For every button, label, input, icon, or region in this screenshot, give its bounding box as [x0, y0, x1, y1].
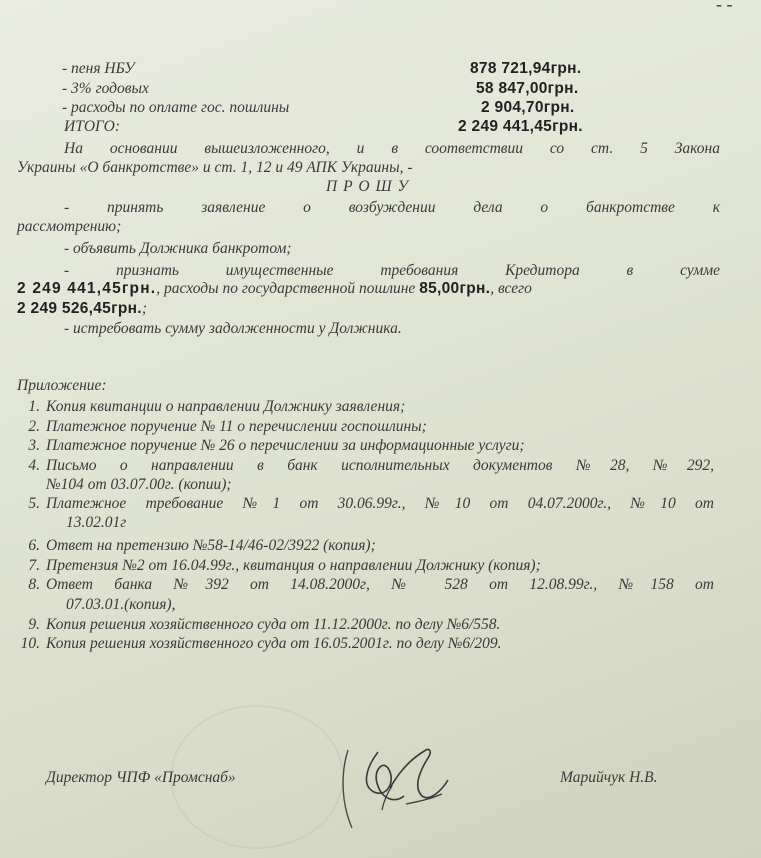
charge-amount-duty: 2 904,70грн.	[481, 99, 575, 116]
charge-label-annual: - 3% годовых	[62, 80, 149, 97]
appendix-text: Письмо о направлении в банк исполнительных документов №28, №292,	[46, 457, 714, 474]
appendix-number: 5.	[28, 495, 40, 512]
charge-label-nbu: - пеня НБУ	[62, 60, 135, 77]
appendix-number: 2.	[28, 418, 40, 435]
appendix-item-4-cont: №104 от 03.07.00г. (копии);	[46, 476, 232, 493]
charge-amount-annual: 58 847,00грн.	[476, 80, 579, 97]
request-1-line-2: рассмотрению;	[17, 218, 122, 235]
request-3-line-3	[17, 300, 147, 318]
appendix-text: Платежное требование №1 от 30.06.99г., №10 от 04.07.2000г., №10 от	[46, 495, 714, 512]
request-3-line-1: - признать имущественные требования Кредитора в сумме	[64, 262, 720, 279]
request-3-end: , всего	[490, 280, 532, 297]
appendix-text: Копия решения хозяйственного суда от 11.12.2000г. по делу №6/558.	[46, 616, 501, 633]
appendix-text: Претензия №2 от 16.04.99г., квитанция о направлении Должнику (копия);	[46, 557, 541, 574]
appendix-item-7	[10, 557, 541, 575]
basis-line-2: Украины «О банкротстве» и ст. 1, 12 и 49 АПК Украины, -	[17, 159, 413, 176]
appendix-text: Ответ на претензию №58-14/46-02/3922 (копия);	[46, 537, 376, 554]
request-3-amount-1: 2 249 441,45грн.	[17, 280, 157, 297]
appendix-item-5-cont: 13.02.01г	[66, 514, 127, 531]
appendix-title: Приложение:	[17, 377, 107, 394]
appendix-text: Ответ банка №392 от 14.08.2000г, № 528 от 12.08.99г., №158 от	[46, 576, 714, 593]
request-3-amount-2: 85,00грн.	[419, 280, 491, 297]
request-3-tail: ;	[141, 300, 148, 317]
charge-label-duty: - расходы по оплате гос. пошлины	[62, 99, 290, 116]
basis-line-1: На основании вышеизложенного, и в соответствии со ст. 5 Закона	[64, 140, 720, 157]
appendix-item-4	[10, 457, 720, 475]
appendix-item-9	[10, 616, 500, 634]
request-title: П Р О Ш У	[326, 178, 409, 195]
request-3-line-2	[17, 280, 720, 298]
corner-mark: - -	[716, 0, 733, 14]
appendix-text: Платежное поручение № 26 о перечислении за информационные услуги;	[46, 437, 525, 454]
appendix-item-5	[10, 495, 720, 513]
appendix-number: 9.	[28, 616, 40, 633]
request-2: - объявить Должника банкротом;	[64, 240, 292, 257]
request-1-line-1: - принять заявление о возбуждении дела о банкротстве к	[64, 199, 720, 216]
total-label: ИТОГО:	[64, 118, 120, 135]
signatory-name: Марийчук Н.В.	[560, 769, 658, 786]
appendix-number: 10.	[20, 635, 40, 652]
appendix-item-10	[10, 635, 502, 653]
appendix-number: 1.	[28, 398, 40, 415]
total-amount: 2 249 441,45грн.	[458, 118, 583, 135]
appendix-number: 8.	[28, 576, 40, 593]
appendix-text: Копия решения хозяйственного суда от 16.05.2001г. по делу №6/209.	[46, 635, 502, 652]
appendix-item-2	[10, 418, 427, 436]
appendix-number: 6.	[28, 537, 40, 554]
appendix-item-6	[10, 537, 376, 555]
appendix-number: 4.	[28, 457, 40, 474]
request-3-mid: , расходы по государственной пошлине	[156, 280, 420, 297]
request-3-amount-3: 2 249 526,45грн.	[17, 300, 142, 317]
appendix-text: Копия квитанции о направлении Должнику заявления;	[46, 398, 406, 415]
handwritten-signature	[330, 730, 480, 835]
appendix-item-1	[10, 398, 405, 416]
charge-amount-nbu: 878 721,94грн.	[470, 60, 582, 77]
appendix-number: 3.	[28, 437, 40, 454]
appendix-item-3	[10, 437, 525, 455]
request-4: - истребовать сумму задолженности у Должника.	[64, 320, 402, 337]
appendix-number: 7.	[28, 557, 40, 574]
appendix-item-8	[10, 576, 720, 594]
signatory-position: Директор ЧПФ «Промснаб»	[46, 769, 236, 786]
appendix-item-8-cont: 07.03.01.(копия),	[66, 596, 176, 613]
appendix-text: Платежное поручение № 11 о перечислении госпошлины;	[46, 418, 427, 435]
